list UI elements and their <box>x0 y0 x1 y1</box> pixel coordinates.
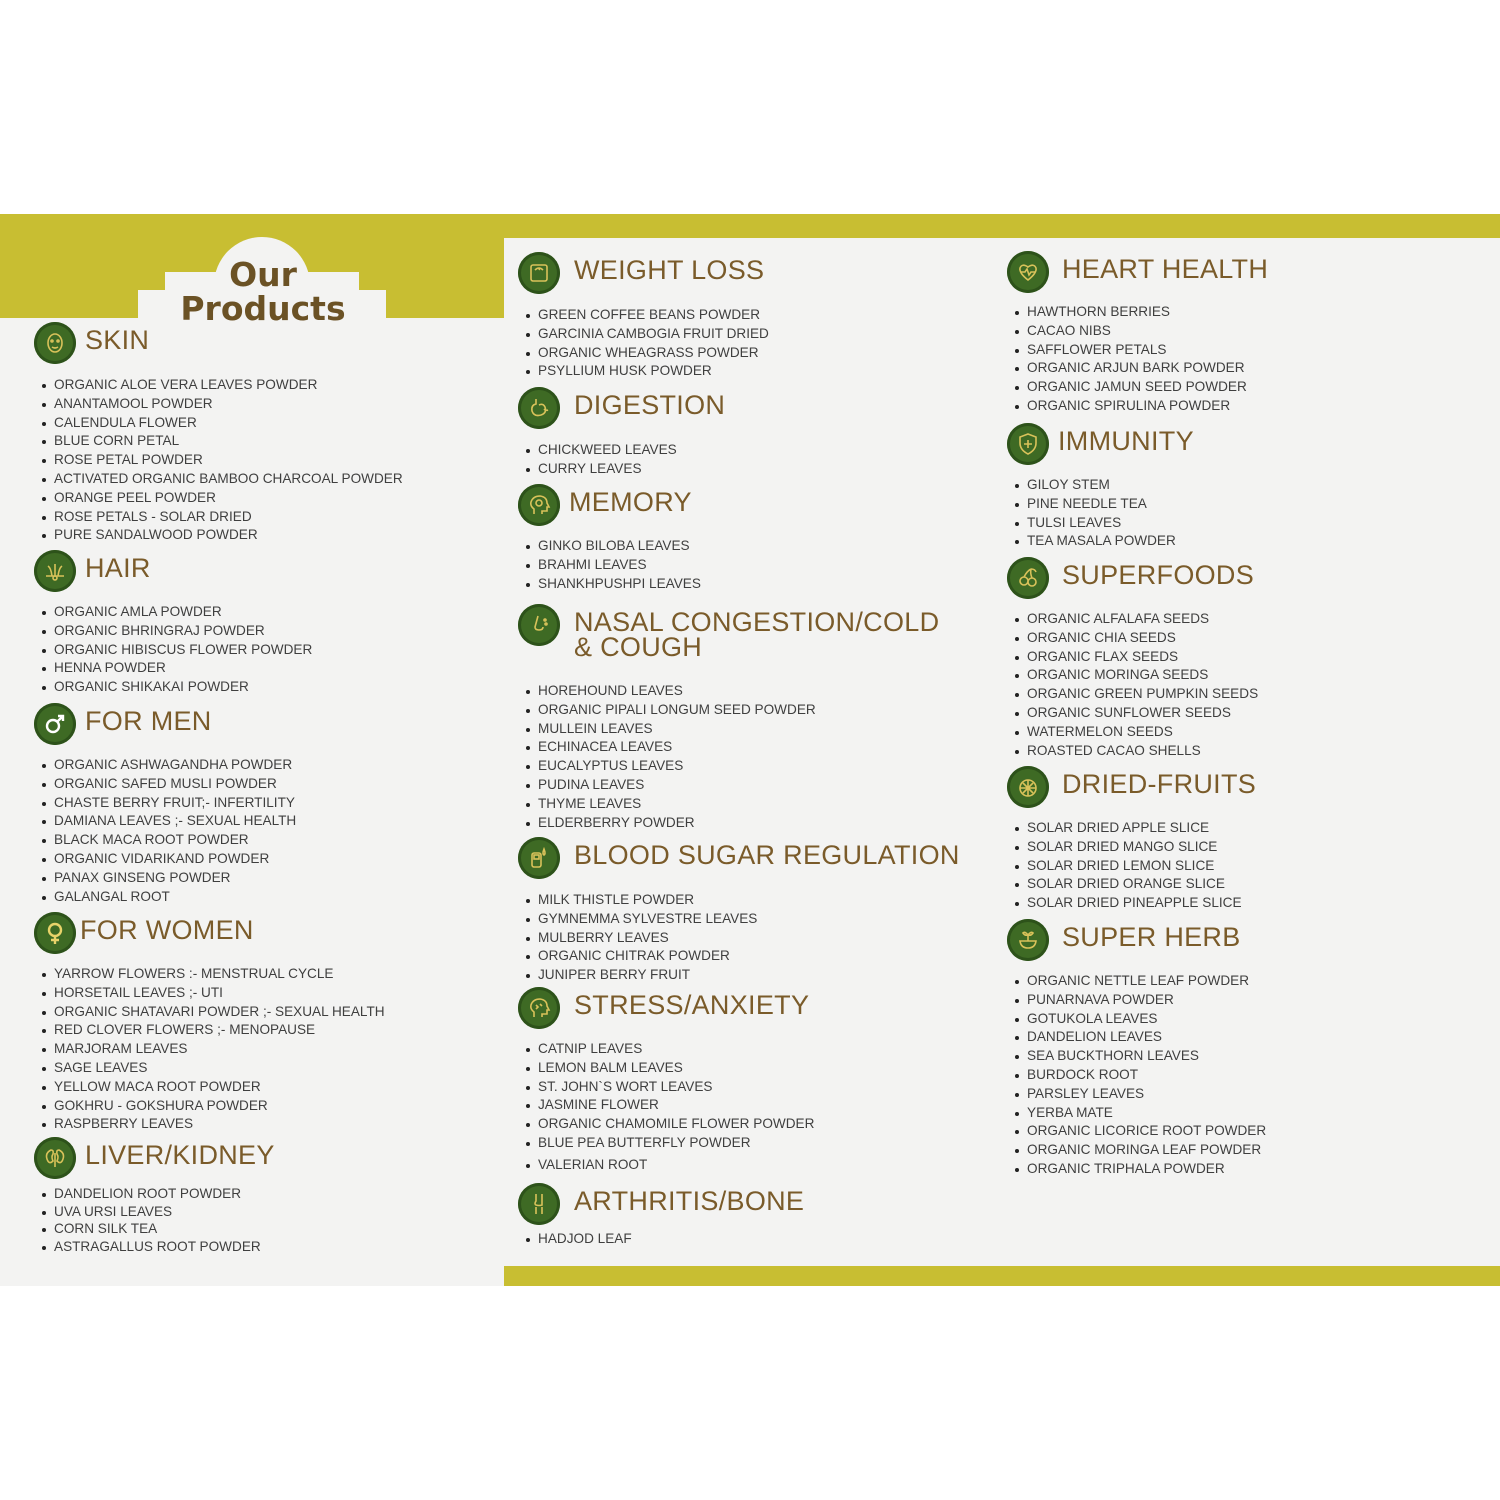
list-item: ORGANIC CHIA SEEDS <box>1015 629 1258 648</box>
list-item: ASTRAGALLUS ROOT POWDER <box>42 1238 261 1256</box>
list-item: SOLAR DRIED ORANGE SLICE <box>1015 875 1242 894</box>
list-item: DANDELION LEAVES <box>1015 1028 1266 1047</box>
list-item: PINE NEEDLE TEA <box>1015 495 1176 514</box>
list-item: GALANGAL ROOT <box>42 888 296 907</box>
category-title: SUPER HERB <box>1062 922 1241 952</box>
item-list <box>518 1230 632 1249</box>
list-item: PUDINA LEAVES <box>526 776 816 795</box>
list-item: GARCINIA CAMBOGIA FRUIT DRIED <box>526 325 769 344</box>
list-item: VALERIAN ROOT <box>526 1156 814 1175</box>
category-liver-kidney <box>34 1137 275 1255</box>
list-item: DANDELION ROOT POWDER <box>42 1185 261 1203</box>
category-skin <box>34 322 403 545</box>
list-item: BLUE PEA BUTTERFLY POWDER <box>526 1134 814 1153</box>
list-item: TULSI LEAVES <box>1015 514 1176 533</box>
list-item: PUNARNAVA POWDER <box>1015 991 1266 1010</box>
item-list <box>518 891 757 985</box>
list-item: ORGANIC CHITRAK POWDER <box>526 947 757 966</box>
list-item: CACAO NIBS <box>1015 322 1247 341</box>
list-item: ECHINACEA LEAVES <box>526 738 816 757</box>
stressed-head-icon <box>518 987 560 1029</box>
category-title: WEIGHT LOSS <box>574 255 765 285</box>
category-title: NASAL CONGESTION/COLD & COUGH <box>574 607 940 662</box>
list-item: BRAHMI LEAVES <box>526 556 701 575</box>
list-item: CHICKWEED LEAVES <box>526 441 677 460</box>
list-item: ORGANIC SHIKAKAI POWDER <box>42 678 312 697</box>
category-dried-fruits <box>1007 766 1257 913</box>
list-item: BLACK MACA ROOT POWDER <box>42 831 296 850</box>
list-item: ORGANIC LICORICE ROOT POWDER <box>1015 1122 1266 1141</box>
list-item: ROASTED CACAO SHELLS <box>1015 742 1258 761</box>
category-title: STRESS/ANXIETY <box>574 990 810 1020</box>
list-item: YELLOW MACA ROOT POWDER <box>42 1078 385 1097</box>
list-item: GOTUKOLA LEAVES <box>1015 1010 1266 1029</box>
list-item: LEMON BALM LEAVES <box>526 1059 814 1078</box>
nose-icon <box>518 604 560 646</box>
list-item: ORGANIC MORINGA LEAF POWDER <box>1015 1141 1266 1160</box>
item-list <box>1007 819 1242 913</box>
list-item: DAMIANA LEAVES ;- SEXUAL HEALTH <box>42 812 296 831</box>
item-list <box>34 756 296 906</box>
brain-head-icon <box>518 484 560 526</box>
page-title: Our Products <box>180 255 346 328</box>
male-symbol-icon <box>34 703 76 745</box>
item-list <box>518 1040 814 1175</box>
item-list <box>518 441 677 479</box>
list-item: SOLAR DRIED APPLE SLICE <box>1015 819 1242 838</box>
item-list <box>34 1185 261 1255</box>
list-item: SEA BUCKTHORN LEAVES <box>1015 1047 1266 1066</box>
list-item: ORGANIC JAMUN SEED POWDER <box>1015 378 1247 397</box>
list-item: ORGANIC FLAX SEEDS <box>1015 648 1258 667</box>
list-item: ROSE PETAL POWDER <box>42 451 403 470</box>
list-item: ORGANIC ARJUN BARK POWDER <box>1015 359 1247 378</box>
dried-fruit-icon <box>1007 766 1049 808</box>
list-item: TEA MASALA POWDER <box>1015 532 1176 551</box>
category-for-men <box>34 703 296 906</box>
list-item: CALENDULA FLOWER <box>42 414 403 433</box>
bottom-accent-band <box>504 1266 1500 1286</box>
list-item: GREEN COFFEE BEANS POWDER <box>526 306 769 325</box>
stomach-icon <box>518 387 560 429</box>
list-item: SHANKHPUSHPI LEAVES <box>526 575 701 594</box>
list-item: HORSETAIL LEAVES ;- UTI <box>42 984 385 1003</box>
list-item: WATERMELON SEEDS <box>1015 723 1258 742</box>
category-title: ARTHRITIS/BONE <box>574 1186 805 1216</box>
list-item: ORGANIC ASHWAGANDHA POWDER <box>42 756 296 775</box>
list-item: ORGANIC WHEAGRASS POWDER <box>526 344 769 363</box>
list-item: ACTIVATED ORGANIC BAMBOO CHARCOAL POWDER <box>42 470 403 489</box>
category-title: BLOOD SUGAR REGULATION <box>574 840 960 870</box>
list-item: ROSE PETALS - SOLAR DRIED <box>42 508 403 527</box>
list-item: SAGE LEAVES <box>42 1059 385 1078</box>
list-item: ORGANIC SHATAVARI POWDER ;- SEXUAL HEALTH <box>42 1003 385 1022</box>
item-list <box>1007 476 1176 551</box>
scale-icon <box>518 252 560 294</box>
hair-follicle-icon <box>34 550 76 592</box>
item-list <box>1007 972 1266 1179</box>
list-item: ORGANIC ALFALAFA SEEDS <box>1015 610 1258 629</box>
category-title: DIGESTION <box>574 390 726 420</box>
item-list <box>34 965 385 1134</box>
list-item: ORGANIC VIDARIKAND POWDER <box>42 850 296 869</box>
list-item: CORN SILK TEA <box>42 1220 261 1238</box>
category-weight-loss <box>518 252 769 381</box>
list-item: ORGANIC CHAMOMILE FLOWER POWDER <box>526 1115 814 1134</box>
list-item: ORGANIC HIBISCUS FLOWER POWDER <box>42 641 312 660</box>
category-nasal-congestion <box>518 604 940 832</box>
list-item: YERBA MATE <box>1015 1104 1266 1123</box>
item-list <box>34 603 312 697</box>
category-title: HAIR <box>85 553 151 583</box>
herb-bowl-icon <box>1007 919 1049 961</box>
item-list <box>518 537 701 593</box>
list-item: ORGANIC SAFED MUSLI POWDER <box>42 775 296 794</box>
list-item: HOREHOUND LEAVES <box>526 682 816 701</box>
item-list <box>518 682 816 832</box>
list-item: MARJORAM LEAVES <box>42 1040 385 1059</box>
female-symbol-icon <box>34 912 76 954</box>
item-list <box>518 306 769 381</box>
list-item: PARSLEY LEAVES <box>1015 1085 1266 1104</box>
list-item: HENNA POWDER <box>42 659 312 678</box>
knee-joint-icon <box>518 1183 560 1225</box>
list-item: ORGANIC ALOE VERA LEAVES POWDER <box>42 376 403 395</box>
category-immunity <box>1007 423 1194 551</box>
list-item: GOKHRU - GOKSHURA POWDER <box>42 1097 385 1116</box>
category-title: FOR WOMEN <box>80 915 254 945</box>
category-digestion <box>518 387 726 479</box>
category-title: LIVER/KIDNEY <box>85 1140 275 1170</box>
list-item: PSYLLIUM HUSK POWDER <box>526 362 769 381</box>
category-super-herb <box>1007 919 1266 1179</box>
list-item: ORGANIC MORINGA SEEDS <box>1015 666 1258 685</box>
category-stress-anxiety <box>518 987 814 1175</box>
kidney-icon <box>34 1137 76 1179</box>
list-item: HAWTHORN BERRIES <box>1015 303 1247 322</box>
list-item: PANAX GINSENG POWDER <box>42 869 296 888</box>
list-item: MULLEIN LEAVES <box>526 720 816 739</box>
category-for-women <box>34 912 385 1134</box>
list-item: RED CLOVER FLOWERS ;- MENOPAUSE <box>42 1021 385 1040</box>
list-item: PURE SANDALWOOD POWDER <box>42 526 403 545</box>
list-item: MILK THISTLE POWDER <box>526 891 757 910</box>
category-title: SKIN <box>85 325 150 355</box>
list-item: CATNIP LEAVES <box>526 1040 814 1059</box>
list-item: ORGANIC AMLA POWDER <box>42 603 312 622</box>
category-arthritis-bone <box>518 1183 805 1249</box>
face-icon <box>34 322 76 364</box>
list-item: CURRY LEAVES <box>526 460 677 479</box>
item-list <box>1007 610 1258 760</box>
shield-cross-icon <box>1007 423 1049 465</box>
list-item: ORGANIC PIPALI LONGUM SEED POWDER <box>526 701 816 720</box>
category-title: HEART HEALTH <box>1062 254 1269 284</box>
item-list <box>1007 303 1247 416</box>
list-item: THYME LEAVES <box>526 795 816 814</box>
list-item: ORGANIC BHRINGRAJ POWDER <box>42 622 312 641</box>
list-item: ORGANIC NETTLE LEAF POWDER <box>1015 972 1266 991</box>
berries-icon <box>1007 557 1049 599</box>
glucose-meter-icon <box>518 837 560 879</box>
list-item: ORANGE PEEL POWDER <box>42 489 403 508</box>
list-item: SAFFLOWER PETALS <box>1015 341 1247 360</box>
list-item: YARROW FLOWERS :- MENSTRUAL CYCLE <box>42 965 385 984</box>
list-item: UVA URSI LEAVES <box>42 1203 261 1221</box>
list-item: SOLAR DRIED PINEAPPLE SLICE <box>1015 894 1242 913</box>
list-item: ST. JOHN`S WORT LEAVES <box>526 1078 814 1097</box>
list-item: ORGANIC SUNFLOWER SEEDS <box>1015 704 1258 723</box>
list-item: ANANTAMOOL POWDER <box>42 395 403 414</box>
list-item: GYMNEMMA SYLVESTRE LEAVES <box>526 910 757 929</box>
list-item: ORGANIC SPIRULINA POWDER <box>1015 397 1247 416</box>
list-item: BURDOCK ROOT <box>1015 1066 1266 1085</box>
list-item: GINKO BILOBA LEAVES <box>526 537 701 556</box>
list-item: JUNIPER BERRY FRUIT <box>526 966 757 985</box>
list-item: CHASTE BERRY FRUIT;- INFERTILITY <box>42 794 296 813</box>
list-item: SOLAR DRIED LEMON SLICE <box>1015 857 1242 876</box>
category-blood-sugar <box>518 837 960 985</box>
heart-pulse-icon <box>1007 251 1049 293</box>
category-title: DRIED-FRUITS <box>1062 769 1257 799</box>
list-item: GILOY STEM <box>1015 476 1176 495</box>
list-item: ELDERBERRY POWDER <box>526 814 816 833</box>
category-title: SUPERFOODS <box>1062 560 1255 590</box>
category-superfoods <box>1007 557 1258 760</box>
category-hair <box>34 550 312 697</box>
list-item: HADJOD LEAF <box>526 1230 632 1249</box>
category-title: FOR MEN <box>85 706 212 736</box>
category-memory <box>518 484 701 593</box>
list-item: ORGANIC TRIPHALA POWDER <box>1015 1160 1266 1179</box>
list-item: BLUE CORN PETAL <box>42 432 403 451</box>
list-item: ORGANIC GREEN PUMPKIN SEEDS <box>1015 685 1258 704</box>
list-item: EUCALYPTUS LEAVES <box>526 757 816 776</box>
list-item: MULBERRY LEAVES <box>526 929 757 948</box>
category-title: IMMUNITY <box>1058 426 1194 456</box>
list-item: SOLAR DRIED MANGO SLICE <box>1015 838 1242 857</box>
list-item: RASPBERRY LEAVES <box>42 1115 385 1134</box>
list-item: JASMINE FLOWER <box>526 1096 814 1115</box>
item-list <box>34 376 403 545</box>
category-heart-health <box>1007 251 1269 416</box>
category-title: MEMORY <box>569 487 692 517</box>
